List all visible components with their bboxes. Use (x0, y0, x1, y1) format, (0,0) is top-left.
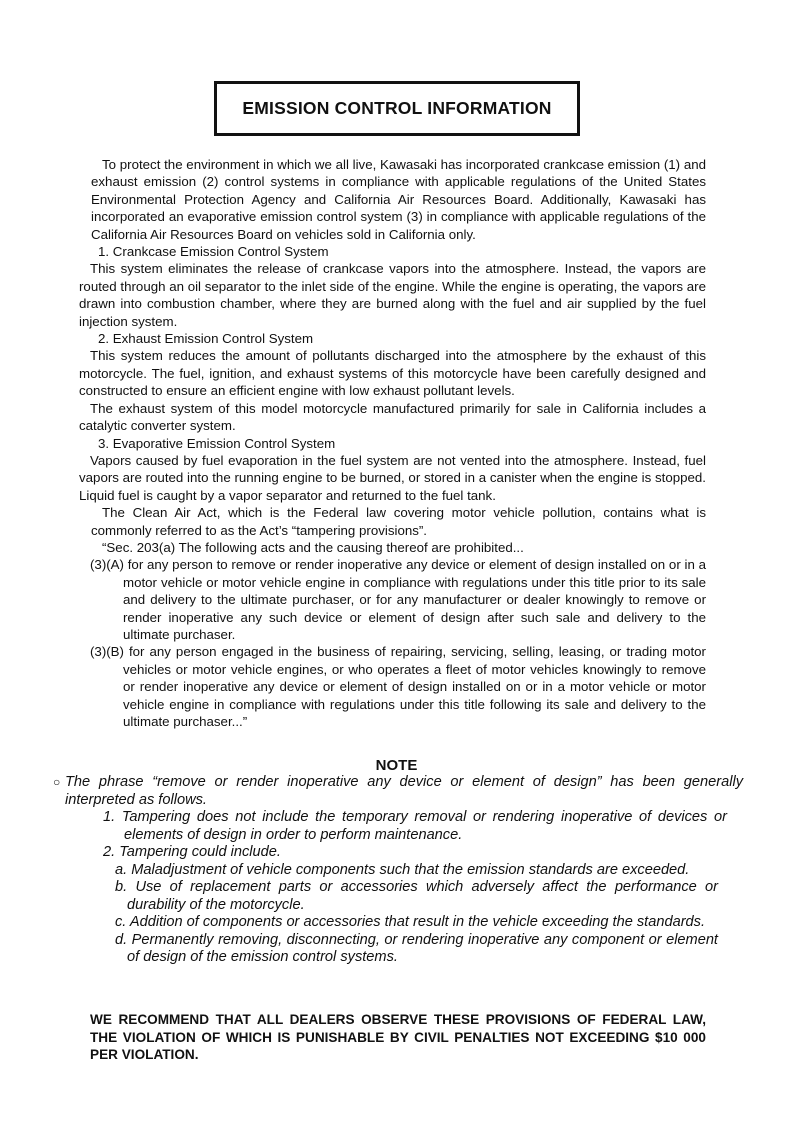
note-block (53, 774, 743, 967)
intro-paragraph: To protect the environment in which we all live, Kawasaki has incorporated crankcase emission (1) and exhaust emission (2) control systems in compliance with applicable regulations of the United States Environmental Protection Agency and California Air Resources Board. Additionally, Kawasaki has incorporated an evaporative emission control system (3) in compliance with applicable regulations of the California Air Resources Board on vehicles sold in California only. (91, 157, 706, 242)
exhaust-paragraph-2: The exhaust system of this model motorcycle manufactured primarily for sale in California includes a catalytic converter system. (79, 400, 706, 434)
crankcase-paragraph: This system eliminates the release of crankcase vapors into the atmosphere. Instead, the vapors are routed through an oil separator to the inlet side of the engine. While the engine is operating, the vapors are drawn into combustion chamber, where they are burned along with the fuel and air supplied by the fuel injection system. (79, 261, 706, 329)
note-item-2: 2. Tampering could include. (103, 844, 281, 860)
note-heading: NOTE (375, 757, 418, 774)
section-heading-exhaust: 2. Exhaust Emission Control System (98, 331, 314, 347)
note-sub-item-c: c. Addition of components or accessories that result in the vehicle exceeding the standards. (115, 914, 706, 930)
clause-3a: (3)(A) for any person to remove or render inoperative any device or element of design installed on or in a motor vehicle or motor vehicle engine in compliance with regulations under this title prior to its sale and delivery to the ultimate purchaser, or for any manufacturer or dealer knowingly to remove or render inoperative any such device or element of design after such sale and delivery to the ultimate purchaser. (90, 557, 706, 642)
bullet-icon: ○ (53, 775, 61, 789)
section-203-quote: “Sec. 203(a) The following acts and the causing thereof are prohibited... (102, 539, 524, 555)
note-intro (53, 774, 743, 809)
note-item-1: 1. Tampering does not include the temporary removal or rendering inoperative of devices or elements of design in order to perform maintenance. (103, 809, 727, 843)
dealer-warning (90, 1011, 706, 1064)
clean-air-act-paragraph: The Clean Air Act, which is the Federal law covering motor vehicle pollution, contains what is commonly referred to as the Act’s “tampering provisions”. (91, 505, 706, 538)
dealer-warning-text: WE RECOMMEND THAT ALL DEALERS OBSERVE THESE PROVISIONS OF FEDERAL LAW, THE VIOLATION OF WHICH IS PUNISHABLE BY CIVIL PENALTIES NOT EXCEEDING $10 000 PER VIOLATION. (90, 1012, 706, 1062)
exhaust-paragraph-1: This system reduces the amount of pollutants discharged into the atmosphere by the exhaust of this motorcycle. The fuel, ignition, and exhaust systems of this motorcycle have been carefully designed and constructed to ensure an efficient engine with low exhaust pollutant levels. (79, 348, 706, 399)
page-title: EMISSION CONTROL INFORMATION (214, 81, 580, 136)
section-heading-evaporative: 3. Evaporative Emission Control System (98, 435, 336, 451)
section-heading-crankcase: 1. Crankcase Emission Control System (98, 244, 329, 260)
evaporative-paragraph: Vapors caused by fuel evaporation in the fuel system are not vented into the atmosphere. Instead, fuel vapors are routed into the running engine to be burned, or stored in a canister when the engine is stopped. Liquid fuel is caught by a vapor separator and returned to the fuel tank. (79, 452, 706, 503)
note-sub-item-a: a. Maladjustment of vehicle components such that the emission standards are exceeded. (115, 861, 690, 878)
note-sub-item-b: b. Use of replacement parts or accessories which adversely affect the performance or durability of the motorcycle. (115, 879, 718, 913)
body-text (79, 156, 706, 730)
note-intro-text: The phrase “remove or render inoperative any device or element of design” has been generally interpreted as follows. (65, 774, 743, 808)
clause-3b: (3)(B) for any person engaged in the business of repairing, servicing, selling, leasing, or trading motor vehicles or motor vehicle engines, or who operates a fleet of motor vehicles knowingly to remove or render inoperative any device or element of design installed on or in a motor vehicle or motor vehicle engine in compliance with regulations under this title following its sale and delivery to the ultimate purchaser...” (90, 644, 706, 729)
note-sub-item-d: d. Permanently removing, disconnecting, or rendering inoperative any component or element of design of the emission control systems. (115, 931, 718, 965)
